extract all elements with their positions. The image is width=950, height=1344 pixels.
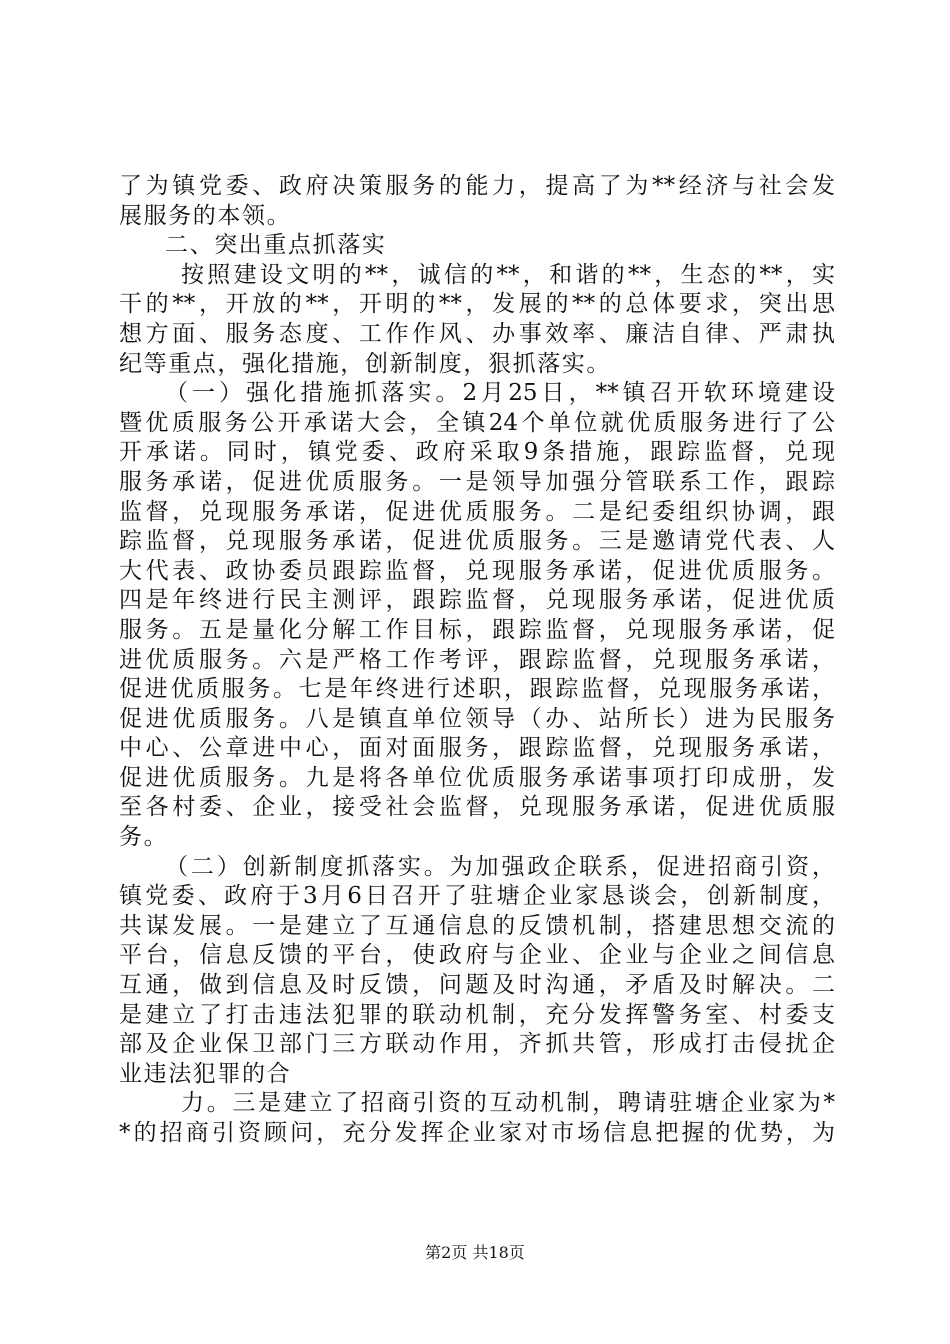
text-line: （二）创新制度抓落实。为加强政企联系，促进招商引资， — [165, 853, 835, 880]
text-line: 暨优质服务公开承诺大会，全镇24个单位就优质服务进行了公 — [119, 409, 835, 436]
text-line: 二、突出重点抓落实 — [165, 232, 387, 259]
text-line: 共谋发展。一是建立了互通信息的反馈机制，搭建思想交流的 — [119, 912, 835, 939]
text-line: 进优质服务。六是严格工作考评，跟踪监督，兑现服务承诺， — [119, 646, 835, 673]
text-line: 互通，做到信息及时反馈，问题及时沟通，矛盾及时解决。二 — [119, 972, 835, 999]
text-line: 想方面、服务态度、工作作风、办事效率、廉洁自律、严肃执 — [119, 320, 835, 347]
text-line: 监督，兑现服务承诺，促进优质服务。二是纪委组织协调，跟 — [119, 498, 835, 525]
document-body — [119, 172, 835, 1149]
text-line: 镇党委、政府于3月6日召开了驻塘企业家恳谈会，创新制度， — [119, 883, 835, 910]
text-line: 至各村委、企业，接受社会监督，兑现服务承诺，促进优质服 — [119, 794, 835, 821]
text-line: （一）强化措施抓落实。2月25日，**镇召开软环境建设 — [165, 380, 835, 407]
text-line: 业违法犯罪的合 — [119, 1060, 292, 1087]
text-line: 力。三是建立了招商引资的互动机制，聘请驻塘企业家为* — [181, 1090, 835, 1117]
text-line: 纪等重点，强化措施，创新制度，狠抓落实。 — [119, 350, 611, 377]
text-line: 服务。五是量化分解工作目标，跟踪监督，兑现服务承诺，促 — [119, 616, 835, 643]
text-line: 大代表、政协委员跟踪监督，兑现服务承诺，促进优质服务。 — [119, 557, 835, 584]
text-line: 服务承诺，促进优质服务。一是领导加强分管联系工作，跟踪 — [119, 468, 835, 495]
text-line: 干的**，开放的**，开明的**，发展的**的总体要求，突出思 — [119, 291, 835, 318]
text-line: 促进优质服务。八是镇直单位领导（办、站所长）进为民服务 — [119, 705, 835, 732]
text-line: 平台，信息反馈的平台，使政府与企业、企业与企业之间信息 — [119, 942, 835, 969]
text-line: 了为镇党委、政府决策服务的能力，提高了为**经济与社会发 — [119, 173, 835, 199]
text-line: 四是年终进行民主测评，跟踪监督，兑现服务承诺，促进优质 — [119, 587, 835, 614]
text-line: *的招商引资顾问，充分发挥企业家对市场信息把握的优势，为 — [119, 1120, 835, 1146]
text-line: 促进优质服务。九是将各单位优质服务承诺事项打印成册，发 — [119, 764, 835, 791]
text-line: 是建立了打击违法犯罪的联动机制，充分发挥警务室、村委支 — [119, 1001, 835, 1028]
text-line: 踪监督，兑现服务承诺，促进优质服务。三是邀请党代表、人 — [119, 528, 835, 555]
page-footer: 第2页 共18页 — [425, 1243, 525, 1262]
text-line: 中心、公章进中心，面对面服务，跟踪监督，兑现服务承诺， — [119, 735, 835, 762]
text-line: 务。 — [119, 824, 169, 851]
text-line: 按照建设文明的**，诚信的**，和谐的**，生态的**，实 — [181, 261, 835, 288]
text-line: 部及企业保卫部门三方联动作用，齐抓共管，形成打击侵扰企 — [119, 1031, 835, 1058]
text-line: 促进优质服务。七是年终进行述职，跟踪监督，兑现服务承诺， — [119, 676, 835, 703]
text-line: 展服务的本领。 — [119, 202, 292, 229]
text-line: 开承诺。同时，镇党委、政府采取9条措施，跟踪监督，兑现 — [119, 439, 835, 466]
